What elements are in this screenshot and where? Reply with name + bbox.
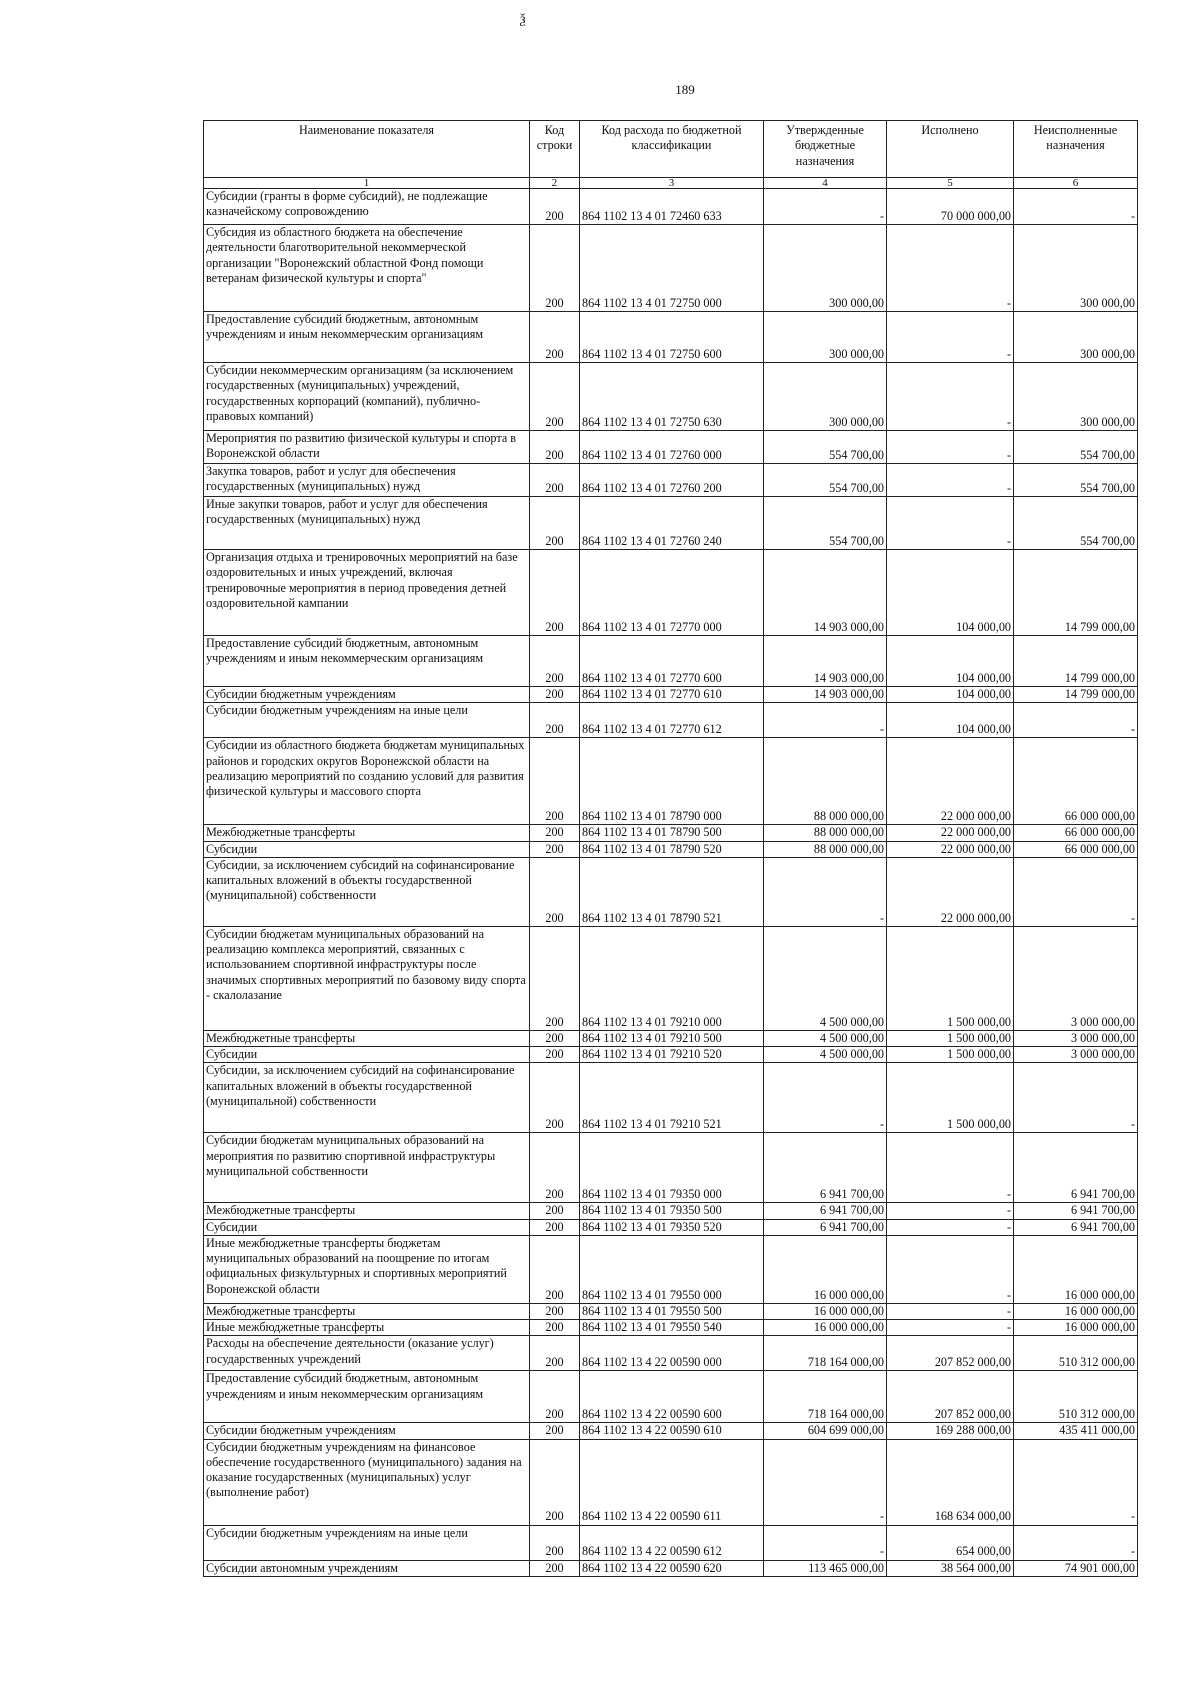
row-classification-code: 864 1102 13 4 01 72770 612 bbox=[580, 703, 764, 738]
row-approved-amount: 718 164 000,00 bbox=[764, 1336, 887, 1371]
row-executed-amount: 207 852 000,00 bbox=[887, 1371, 1014, 1423]
row-approved-amount: - bbox=[764, 1063, 887, 1133]
column-number: 3 bbox=[580, 178, 764, 189]
row-line-code: 200 bbox=[530, 550, 580, 636]
table-row bbox=[204, 1235, 1138, 1303]
row-executed-amount: - bbox=[887, 1303, 1014, 1319]
row-approved-amount: 14 903 000,00 bbox=[764, 550, 887, 636]
row-unexecuted-amount: 510 312 000,00 bbox=[1014, 1371, 1138, 1423]
row-executed-amount: 1 500 000,00 bbox=[887, 1063, 1014, 1133]
row-line-code: 200 bbox=[530, 636, 580, 687]
row-executed-amount: 1 500 000,00 bbox=[887, 926, 1014, 1030]
column-number: 5 bbox=[887, 178, 1014, 189]
row-name: Субсидии bbox=[204, 841, 530, 857]
row-name: Предоставление субсидий бюджетным, автономным учреждениям и иным некоммерческим организациям bbox=[204, 312, 530, 363]
table-row bbox=[204, 1560, 1138, 1576]
row-name: Субсидии некоммерческим организациям (за исключением государственных (муниципальных) учреждений, государственных корпораций (компаний), публично-правовых компаний) bbox=[204, 363, 530, 431]
table-row bbox=[204, 497, 1138, 550]
row-approved-amount: - bbox=[764, 1525, 887, 1560]
header-line-code: Код строки bbox=[530, 121, 580, 178]
row-line-code: 200 bbox=[530, 1133, 580, 1203]
row-unexecuted-amount: 16 000 000,00 bbox=[1014, 1303, 1138, 1319]
row-name: Субсидии, за исключением субсидий на софинансирование капитальных вложений в объекты государственной (муниципальной) собственности bbox=[204, 1063, 530, 1133]
row-executed-amount: 207 852 000,00 bbox=[887, 1336, 1014, 1371]
table-row bbox=[204, 1063, 1138, 1133]
row-approved-amount: 88 000 000,00 bbox=[764, 841, 887, 857]
row-classification-code: 864 1102 13 4 01 72750 000 bbox=[580, 225, 764, 312]
row-unexecuted-amount: 6 941 700,00 bbox=[1014, 1203, 1138, 1219]
row-classification-code: 864 1102 13 4 01 78790 500 bbox=[580, 825, 764, 841]
header-indicator-name: Наименование показателя bbox=[204, 121, 530, 178]
row-name: Субсидии бюджетам муниципальных образований на мероприятия по развитию спортивной инфраструктуры муниципальной собственности bbox=[204, 1133, 530, 1203]
table-row bbox=[204, 825, 1138, 841]
row-name: Субсидии бюджетным учреждениям bbox=[204, 687, 530, 703]
row-name: Организация отдыха и тренировочных мероприятий на базе оздоровительных и иных учреждений, включая тренировочные мероприятия в период проведения детней оздоровительной кампании bbox=[204, 550, 530, 636]
row-executed-amount: 654 000,00 bbox=[887, 1525, 1014, 1560]
row-line-code: 200 bbox=[530, 687, 580, 703]
table-row bbox=[204, 1219, 1138, 1235]
row-executed-amount: 38 564 000,00 bbox=[887, 1560, 1014, 1576]
row-line-code: 200 bbox=[530, 1423, 580, 1439]
header-row bbox=[204, 121, 1138, 178]
row-unexecuted-amount: 300 000,00 bbox=[1014, 363, 1138, 431]
row-unexecuted-amount: - bbox=[1014, 857, 1138, 926]
page-number: 189 bbox=[675, 82, 695, 97]
table-row bbox=[204, 225, 1138, 312]
row-approved-amount: 300 000,00 bbox=[764, 312, 887, 363]
row-classification-code: 864 1102 13 4 01 72770 600 bbox=[580, 636, 764, 687]
row-classification-code: 864 1102 13 4 22 00590 620 bbox=[580, 1560, 764, 1576]
row-approved-amount: 16 000 000,00 bbox=[764, 1320, 887, 1336]
row-name: Субсидия из областного бюджета на обеспечение деятельности благотворительной некоммерческой организации "Воронежский областной Фонд помощи ветеранам физической культуры и спорта" bbox=[204, 225, 530, 312]
row-executed-amount: - bbox=[887, 431, 1014, 464]
row-name: Субсидии bbox=[204, 1047, 530, 1063]
row-classification-code: 864 1102 13 4 01 72750 600 bbox=[580, 312, 764, 363]
row-unexecuted-amount: 14 799 000,00 bbox=[1014, 550, 1138, 636]
row-classification-code: 864 1102 13 4 22 00590 000 bbox=[580, 1336, 764, 1371]
row-executed-amount: 168 634 000,00 bbox=[887, 1439, 1014, 1525]
row-name: Субсидии бюджетным учреждениям на иные цели bbox=[204, 703, 530, 738]
table-row bbox=[204, 1047, 1138, 1063]
row-approved-amount: 113 465 000,00 bbox=[764, 1560, 887, 1576]
row-approved-amount: 88 000 000,00 bbox=[764, 825, 887, 841]
row-unexecuted-amount: 554 700,00 bbox=[1014, 497, 1138, 550]
row-line-code: 200 bbox=[530, 1235, 580, 1303]
row-executed-amount: 104 000,00 bbox=[887, 550, 1014, 636]
table-row bbox=[204, 1525, 1138, 1560]
row-line-code: 200 bbox=[530, 312, 580, 363]
row-classification-code: 864 1102 13 4 01 72770 000 bbox=[580, 550, 764, 636]
row-executed-amount: 1 500 000,00 bbox=[887, 1047, 1014, 1063]
column-number: 2 bbox=[530, 178, 580, 189]
table-row bbox=[204, 1303, 1138, 1319]
row-line-code: 200 bbox=[530, 1525, 580, 1560]
row-name: Иные межбюджетные трансферты bbox=[204, 1320, 530, 1336]
row-name: Субсидии (гранты в форме субсидий), не подлежащие казначейскому сопровождению bbox=[204, 189, 530, 225]
row-name: Межбюджетные трансферты bbox=[204, 1030, 530, 1046]
row-unexecuted-amount: - bbox=[1014, 1063, 1138, 1133]
row-executed-amount: - bbox=[887, 363, 1014, 431]
row-line-code: 200 bbox=[530, 1439, 580, 1525]
row-classification-code: 864 1102 13 4 01 72750 630 bbox=[580, 363, 764, 431]
row-unexecuted-amount: 66 000 000,00 bbox=[1014, 825, 1138, 841]
row-line-code: 200 bbox=[530, 841, 580, 857]
row-executed-amount: 22 000 000,00 bbox=[887, 857, 1014, 926]
row-classification-code: 864 1102 13 4 01 78790 520 bbox=[580, 841, 764, 857]
row-unexecuted-amount: 3 000 000,00 bbox=[1014, 926, 1138, 1030]
row-classification-code: 864 1102 13 4 01 72760 240 bbox=[580, 497, 764, 550]
row-unexecuted-amount: 435 411 000,00 bbox=[1014, 1423, 1138, 1439]
row-name: Субсидии из областного бюджета бюджетам муниципальных районов и городских округов Воронежской области на реализацию мероприятий по созданию условий для развития физической культуры и массового спорта bbox=[204, 738, 530, 825]
row-name: Субсидии bbox=[204, 1219, 530, 1235]
row-unexecuted-amount: 74 901 000,00 bbox=[1014, 1560, 1138, 1576]
row-name: Закупка товаров, работ и услуг для обеспечения государственных (муниципальных) нужд bbox=[204, 464, 530, 497]
row-executed-amount: 104 000,00 bbox=[887, 636, 1014, 687]
row-executed-amount: 22 000 000,00 bbox=[887, 738, 1014, 825]
row-name: Межбюджетные трансферты bbox=[204, 825, 530, 841]
row-classification-code: 864 1102 13 4 01 79550 540 bbox=[580, 1320, 764, 1336]
row-name: Субсидии бюджетам муниципальных образований на реализацию комплекса мероприятий, связанных с использованием спортивной инфраструктуры после значимых спортивных мероприятий по базовому виду спорта - скалолазание bbox=[204, 926, 530, 1030]
row-executed-amount: - bbox=[887, 1219, 1014, 1235]
row-executed-amount: 104 000,00 bbox=[887, 687, 1014, 703]
table-row bbox=[204, 431, 1138, 464]
row-unexecuted-amount: 14 799 000,00 bbox=[1014, 636, 1138, 687]
row-name: Предоставление субсидий бюджетным, автономным учреждениям и иным некоммерческим организациям bbox=[204, 636, 530, 687]
row-line-code: 200 bbox=[530, 363, 580, 431]
row-name: Субсидии бюджетным учреждениям на иные цели bbox=[204, 1525, 530, 1560]
table-row bbox=[204, 464, 1138, 497]
row-unexecuted-amount: 554 700,00 bbox=[1014, 464, 1138, 497]
row-approved-amount: 554 700,00 bbox=[764, 431, 887, 464]
row-name: Мероприятия по развитию физической культуры и спорта в Воронежской области bbox=[204, 431, 530, 464]
scan-mark: ѯ bbox=[520, 12, 526, 27]
row-approved-amount: 4 500 000,00 bbox=[764, 926, 887, 1030]
row-unexecuted-amount: - bbox=[1014, 703, 1138, 738]
table-row bbox=[204, 189, 1138, 225]
table-row bbox=[204, 1423, 1138, 1439]
row-line-code: 200 bbox=[530, 1336, 580, 1371]
row-executed-amount: - bbox=[887, 1320, 1014, 1336]
row-classification-code: 864 1102 13 4 22 00590 600 bbox=[580, 1371, 764, 1423]
column-number: 6 bbox=[1014, 178, 1138, 189]
header-executed: Исполнено bbox=[887, 121, 1014, 178]
row-classification-code: 864 1102 13 4 01 79350 520 bbox=[580, 1219, 764, 1235]
row-approved-amount: 6 941 700,00 bbox=[764, 1203, 887, 1219]
row-unexecuted-amount: 300 000,00 bbox=[1014, 225, 1138, 312]
row-line-code: 200 bbox=[530, 1219, 580, 1235]
row-classification-code: 864 1102 13 4 01 79210 520 bbox=[580, 1047, 764, 1063]
row-executed-amount: - bbox=[887, 1133, 1014, 1203]
row-line-code: 200 bbox=[530, 857, 580, 926]
row-unexecuted-amount: - bbox=[1014, 1439, 1138, 1525]
row-line-code: 200 bbox=[530, 464, 580, 497]
row-line-code: 200 bbox=[530, 1320, 580, 1336]
row-executed-amount: - bbox=[887, 464, 1014, 497]
row-unexecuted-amount: 3 000 000,00 bbox=[1014, 1030, 1138, 1046]
row-executed-amount: - bbox=[887, 1203, 1014, 1219]
row-approved-amount: 604 699 000,00 bbox=[764, 1423, 887, 1439]
row-name: Субсидии бюджетным учреждениям bbox=[204, 1423, 530, 1439]
row-approved-amount: 554 700,00 bbox=[764, 464, 887, 497]
row-approved-amount: 300 000,00 bbox=[764, 225, 887, 312]
row-line-code: 200 bbox=[530, 1303, 580, 1319]
row-line-code: 200 bbox=[530, 189, 580, 225]
row-classification-code: 864 1102 13 4 01 72770 610 bbox=[580, 687, 764, 703]
row-classification-code: 864 1102 13 4 01 79350 000 bbox=[580, 1133, 764, 1203]
table-row bbox=[204, 636, 1138, 687]
row-executed-amount: - bbox=[887, 1235, 1014, 1303]
table-row bbox=[204, 1439, 1138, 1525]
row-classification-code: 864 1102 13 4 01 72760 200 bbox=[580, 464, 764, 497]
table-row bbox=[204, 1371, 1138, 1423]
row-classification-code: 864 1102 13 4 01 79210 500 bbox=[580, 1030, 764, 1046]
table-row bbox=[204, 703, 1138, 738]
column-number: 1 bbox=[204, 178, 530, 189]
header-approved: Утвержденные бюджетные назначения bbox=[764, 121, 887, 178]
row-name: Предоставление субсидий бюджетным, автономным учреждениям и иным некоммерческим организациям bbox=[204, 1371, 530, 1423]
row-unexecuted-amount: 3 000 000,00 bbox=[1014, 1047, 1138, 1063]
table-row bbox=[204, 841, 1138, 857]
row-executed-amount: 22 000 000,00 bbox=[887, 841, 1014, 857]
column-number-row bbox=[204, 178, 1138, 189]
row-line-code: 200 bbox=[530, 825, 580, 841]
row-executed-amount: 1 500 000,00 bbox=[887, 1030, 1014, 1046]
row-line-code: 200 bbox=[530, 703, 580, 738]
row-approved-amount: 6 941 700,00 bbox=[764, 1219, 887, 1235]
row-classification-code: 864 1102 13 4 01 79350 500 bbox=[580, 1203, 764, 1219]
row-classification-code: 864 1102 13 4 22 00590 611 bbox=[580, 1439, 764, 1525]
row-executed-amount: - bbox=[887, 225, 1014, 312]
row-approved-amount: - bbox=[764, 1439, 887, 1525]
row-approved-amount: - bbox=[764, 189, 887, 225]
table-row bbox=[204, 312, 1138, 363]
row-approved-amount: 16 000 000,00 bbox=[764, 1303, 887, 1319]
row-name: Субсидии бюджетным учреждениям на финансовое обеспечение государственного (муниципального) задания на оказание государственных (муниципальных) услуг (выполнение работ) bbox=[204, 1439, 530, 1525]
row-classification-code: 864 1102 13 4 01 79210 521 bbox=[580, 1063, 764, 1133]
row-approved-amount: - bbox=[764, 703, 887, 738]
row-executed-amount: 70 000 000,00 bbox=[887, 189, 1014, 225]
table-row bbox=[204, 1320, 1138, 1336]
row-classification-code: 864 1102 13 4 01 79210 000 bbox=[580, 926, 764, 1030]
row-unexecuted-amount: 16 000 000,00 bbox=[1014, 1235, 1138, 1303]
row-classification-code: 864 1102 13 4 01 78790 000 bbox=[580, 738, 764, 825]
row-line-code: 200 bbox=[530, 431, 580, 464]
row-unexecuted-amount: 300 000,00 bbox=[1014, 312, 1138, 363]
row-classification-code: 864 1102 13 4 22 00590 610 bbox=[580, 1423, 764, 1439]
row-name: Межбюджетные трансферты bbox=[204, 1303, 530, 1319]
row-classification-code: 864 1102 13 4 01 79550 000 bbox=[580, 1235, 764, 1303]
column-number: 4 bbox=[764, 178, 887, 189]
table-row bbox=[204, 363, 1138, 431]
header-budget-classification-code: Код расхода по бюджетной классификации bbox=[580, 121, 764, 178]
row-line-code: 200 bbox=[530, 1371, 580, 1423]
row-classification-code: 864 1102 13 4 01 78790 521 bbox=[580, 857, 764, 926]
row-line-code: 200 bbox=[530, 1047, 580, 1063]
table-row bbox=[204, 857, 1138, 926]
row-line-code: 200 bbox=[530, 497, 580, 550]
row-line-code: 200 bbox=[530, 1560, 580, 1576]
row-executed-amount: - bbox=[887, 312, 1014, 363]
row-unexecuted-amount: 14 799 000,00 bbox=[1014, 687, 1138, 703]
row-line-code: 200 bbox=[530, 926, 580, 1030]
table-row bbox=[204, 687, 1138, 703]
row-executed-amount: 22 000 000,00 bbox=[887, 825, 1014, 841]
row-approved-amount: 300 000,00 bbox=[764, 363, 887, 431]
row-name: Иные межбюджетные трансферты бюджетам муниципальных образований на поощрение по итогам официальных физкультурных и спортивных мероприятий Воронежской области bbox=[204, 1235, 530, 1303]
row-name: Межбюджетные трансферты bbox=[204, 1203, 530, 1219]
table-row bbox=[204, 926, 1138, 1030]
row-executed-amount: - bbox=[887, 497, 1014, 550]
row-executed-amount: 169 288 000,00 bbox=[887, 1423, 1014, 1439]
table-row bbox=[204, 1203, 1138, 1219]
row-line-code: 200 bbox=[530, 225, 580, 312]
row-executed-amount: 104 000,00 bbox=[887, 703, 1014, 738]
row-approved-amount: 14 903 000,00 bbox=[764, 636, 887, 687]
table-row bbox=[204, 1030, 1138, 1046]
table-row bbox=[204, 1336, 1138, 1371]
row-approved-amount: 718 164 000,00 bbox=[764, 1371, 887, 1423]
row-unexecuted-amount: 66 000 000,00 bbox=[1014, 841, 1138, 857]
row-line-code: 200 bbox=[530, 738, 580, 825]
row-unexecuted-amount: 554 700,00 bbox=[1014, 431, 1138, 464]
row-approved-amount: 4 500 000,00 bbox=[764, 1047, 887, 1063]
row-name: Расходы на обеспечение деятельности (оказание услуг) государственных учреждений bbox=[204, 1336, 530, 1371]
row-approved-amount: - bbox=[764, 857, 887, 926]
row-unexecuted-amount: 66 000 000,00 bbox=[1014, 738, 1138, 825]
row-classification-code: 864 1102 13 4 01 72460 633 bbox=[580, 189, 764, 225]
row-name: Субсидии, за исключением субсидий на софинансирование капитальных вложений в объекты государственной (муниципальной) собственности bbox=[204, 857, 530, 926]
row-approved-amount: 16 000 000,00 bbox=[764, 1235, 887, 1303]
row-line-code: 200 bbox=[530, 1063, 580, 1133]
row-approved-amount: 554 700,00 bbox=[764, 497, 887, 550]
row-unexecuted-amount: - bbox=[1014, 1525, 1138, 1560]
row-classification-code: 864 1102 13 4 22 00590 612 bbox=[580, 1525, 764, 1560]
row-unexecuted-amount: 6 941 700,00 bbox=[1014, 1219, 1138, 1235]
row-classification-code: 864 1102 13 4 01 79550 500 bbox=[580, 1303, 764, 1319]
row-name: Иные закупки товаров, работ и услуг для обеспечения государственных (муниципальных) нужд bbox=[204, 497, 530, 550]
budget-execution-table bbox=[203, 120, 1138, 1577]
row-approved-amount: 6 941 700,00 bbox=[764, 1133, 887, 1203]
row-name: Субсидии автономным учреждениям bbox=[204, 1560, 530, 1576]
row-unexecuted-amount: - bbox=[1014, 189, 1138, 225]
row-unexecuted-amount: 16 000 000,00 bbox=[1014, 1320, 1138, 1336]
row-line-code: 200 bbox=[530, 1203, 580, 1219]
table-row bbox=[204, 550, 1138, 636]
table-row bbox=[204, 1133, 1138, 1203]
row-unexecuted-amount: 510 312 000,00 bbox=[1014, 1336, 1138, 1371]
row-approved-amount: 14 903 000,00 bbox=[764, 687, 887, 703]
header-unexecuted: Неисполненные назначения bbox=[1014, 121, 1138, 178]
row-line-code: 200 bbox=[530, 1030, 580, 1046]
row-approved-amount: 88 000 000,00 bbox=[764, 738, 887, 825]
table-row bbox=[204, 738, 1138, 825]
row-unexecuted-amount: 6 941 700,00 bbox=[1014, 1133, 1138, 1203]
row-approved-amount: 4 500 000,00 bbox=[764, 1030, 887, 1046]
row-classification-code: 864 1102 13 4 01 72760 000 bbox=[580, 431, 764, 464]
